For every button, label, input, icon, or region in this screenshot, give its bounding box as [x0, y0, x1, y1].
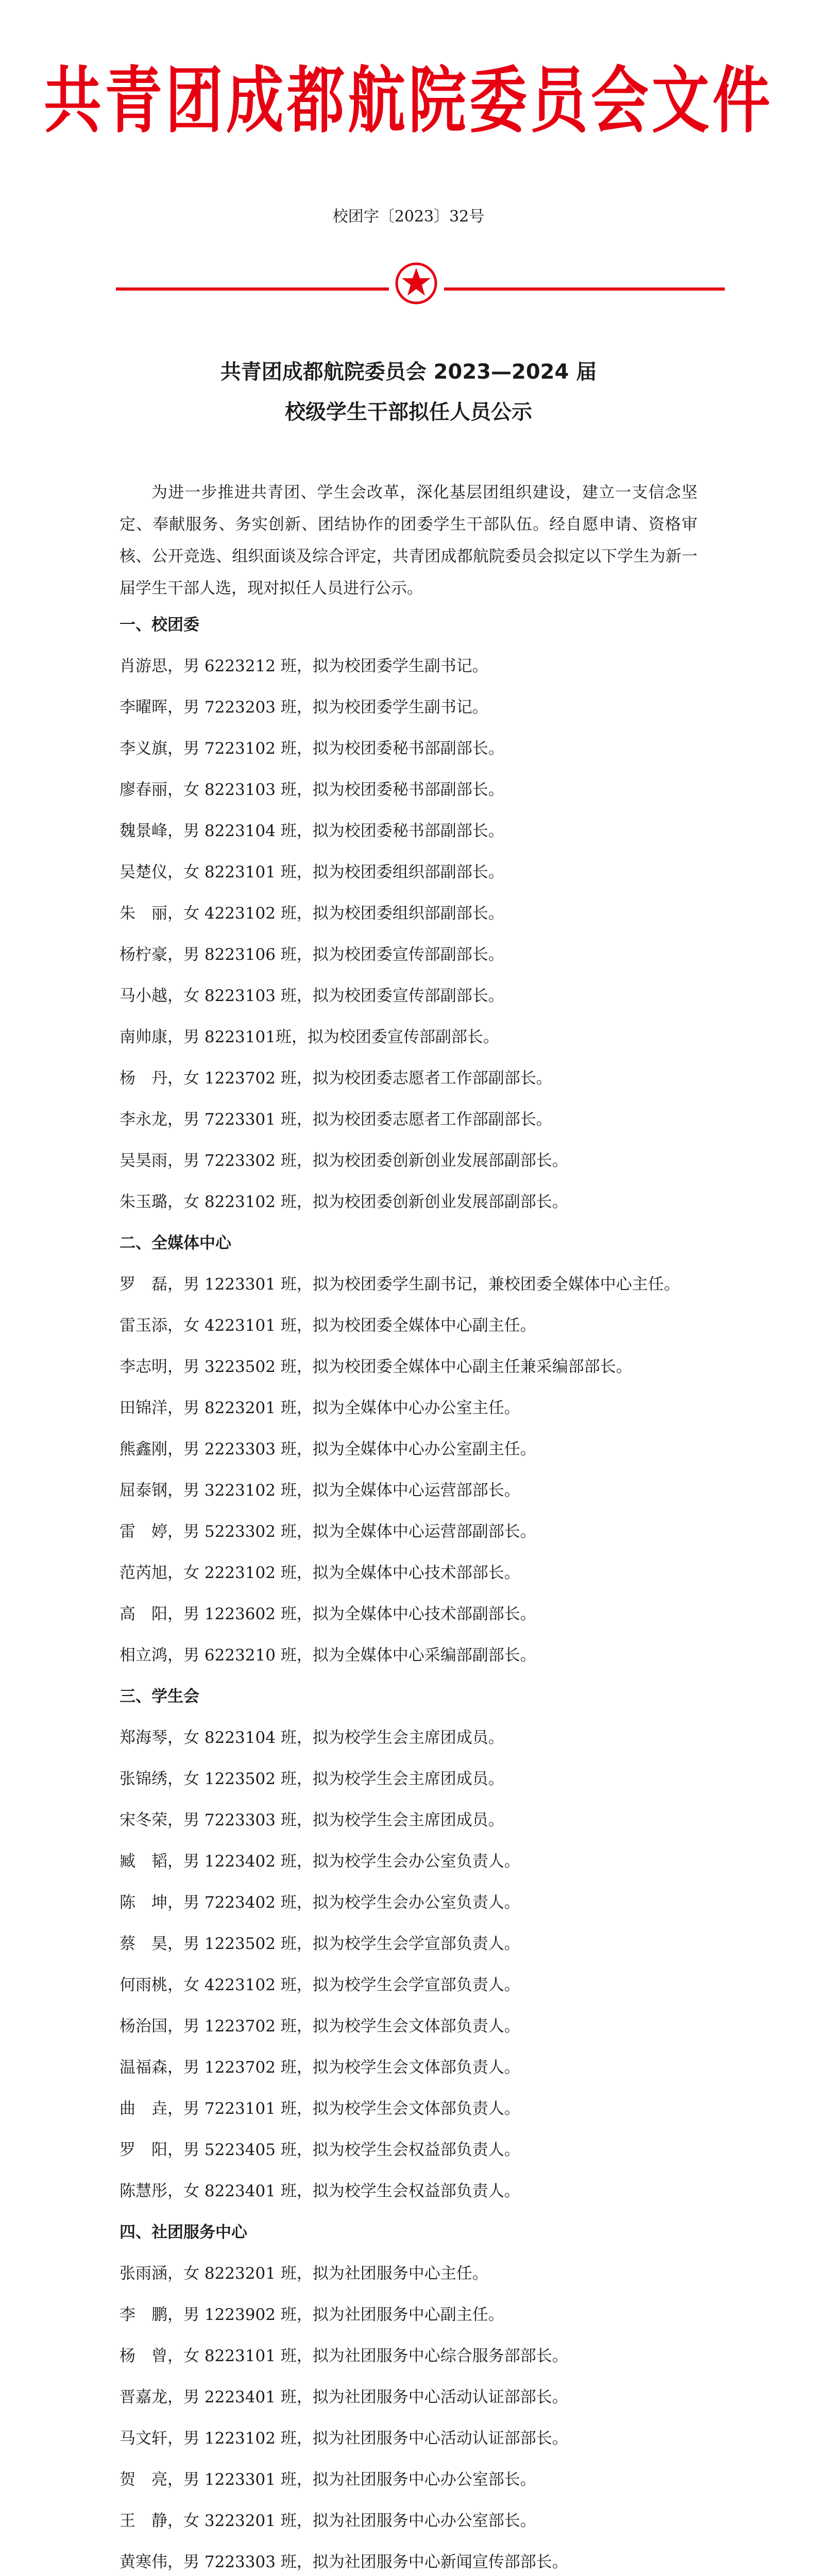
appointee-entry: 田锦洋，男 8223201 班，拟为全媒体中心办公室主任。 [120, 1399, 520, 1417]
appointee-entry: 黄寒伟，男 7223303 班，拟为社团服务中心新闻宣传部部长。 [120, 2553, 568, 2571]
appointee-entry: 李志明，男 3223502 班，拟为校团委全媒体中心副主任兼采编部部长。 [120, 1358, 632, 1376]
appointee-entry: 罗 阳，男 5223405 班，拟为校学生会权益部负责人。 [120, 2141, 520, 2159]
appointee-entry: 陈 坤，男 7223402 班，拟为校学生会办公室负责人。 [120, 1893, 520, 1912]
appointee-entry: 郑海琴，女 8223104 班，拟为校学生会主席团成员。 [120, 1728, 504, 1747]
appointee-entry: 范芮旭，女 2223102 班，拟为全媒体中心技术部部长。 [120, 1564, 520, 1582]
red-divider-left [116, 287, 389, 291]
section-heading: 一、校团委 [120, 616, 199, 634]
appointee-entry: 臧 韬，男 1223402 班，拟为校学生会办公室负责人。 [120, 1852, 520, 1871]
appointee-entry: 雷玉添，女 4223101 班，拟为校团委全媒体中心副主任。 [120, 1316, 536, 1335]
red-divider-right [444, 287, 725, 291]
appointee-entry: 朱玉璐，女 8223102 班，拟为校团委创新创业发展部副部长。 [120, 1193, 568, 1211]
appointee-entry: 马小越，女 8223103 班，拟为校团委宣传部副部长。 [120, 987, 504, 1005]
appointee-entry: 贺 亮，男 1223301 班，拟为社团服务中心办公室部长。 [120, 2470, 536, 2489]
appointee-entry: 杨治国，男 1223702 班，拟为校学生会文体部负责人。 [120, 2017, 520, 2036]
appointee-entry: 曲 垚，男 7223101 班，拟为校学生会文体部负责人。 [120, 2099, 520, 2118]
appointee-entry: 杨 曾，女 8223101 班，拟为社团服务中心综合服务部部长。 [120, 2347, 568, 2365]
appointee-entry: 李永龙，男 7223301 班，拟为校团委志愿者工作部副部长。 [120, 1110, 552, 1129]
appointee-entry: 温福森，男 1223702 班，拟为校学生会文体部负责人。 [120, 2058, 520, 2077]
appointee-entry: 熊鑫刚，男 2223303 班，拟为全媒体中心办公室副主任。 [120, 1440, 536, 1459]
appointee-entry: 李义旗，男 7223102 班，拟为校团委秘书部副部长。 [120, 739, 504, 758]
appointee-entry: 杨柠豪，男 8223106 班，拟为校团委宣传部副部长。 [120, 945, 504, 964]
appointee-entry: 朱 丽，女 4223102 班，拟为校团委组织部副部长。 [120, 904, 504, 923]
masthead-title: 共青团成都航院委员会文件 [44, 59, 773, 143]
notice-title-line2: 校级学生干部拟任人员公示 [285, 400, 532, 424]
appointee-entry: 罗 磊，男 1223301 班，拟为校团委学生副书记，兼校团委全媒体中心主任。 [120, 1275, 680, 1294]
appointee-entry: 吴楚仪，女 8223101 班，拟为校团委组织部副部长。 [120, 863, 504, 882]
appointee-entry: 屈泰钢，男 3223102 班，拟为全媒体中心运营部部长。 [120, 1481, 520, 1500]
appointee-entry: 高 阳，男 1223602 班，拟为全媒体中心技术部副部长。 [120, 1605, 536, 1623]
appointee-entry: 晋嘉龙，男 2223401 班，拟为社团服务中心活动认证部部长。 [120, 2388, 568, 2406]
appointee-entry: 王 静，女 3223201 班，拟为社团服务中心办公室部长。 [120, 2512, 536, 2530]
appointee-entry: 何雨桃，女 4223102 班，拟为校学生会学宣部负责人。 [120, 1976, 520, 1994]
appointee-entry: 南帅康，男 8223101班，拟为校团委宣传部副部长。 [120, 1028, 499, 1046]
appointee-entry: 蔡 昊，男 1223502 班，拟为校学生会学宣部负责人。 [120, 1935, 520, 1953]
appointee-entry: 马文轩，男 1223102 班，拟为社团服务中心活动认证部部长。 [120, 2429, 568, 2448]
notice-title-line1: 共青团成都航院委员会 2023—2024 届 [220, 360, 597, 384]
intro-paragraph: 为进一步推进共青团、学生会改革，深化基层团组织建设，建立一支信念坚定、奉献服务、务实创新、团结协作的团委学生干部队伍。经自愿申请、资格审核、公开竞选、组织面谈及综合评定，共青团成都航院委员会拟定以下学生为新一届学生干部人选，现对拟任人员进行公示。 [120, 483, 697, 598]
red-star-icon [395, 262, 438, 305]
appointee-entry: 宋冬荣，男 7223303 班，拟为校学生会主席团成员。 [120, 1811, 504, 1829]
appointee-entry: 雷 婷，男 5223302 班，拟为全媒体中心运营部副部长。 [120, 1522, 536, 1541]
appointee-entry: 张锦绣，女 1223502 班，拟为校学生会主席团成员。 [120, 1770, 504, 1788]
appointee-entry: 魏景峰，男 8223104 班，拟为校团委秘书部副部长。 [120, 822, 504, 840]
section-heading: 四、社团服务中心 [120, 2223, 247, 2242]
appointee-entry: 张雨涵，女 8223201 班，拟为社团服务中心主任。 [120, 2264, 488, 2283]
appointee-entry: 廖春丽，女 8223103 班，拟为校团委秘书部副部长。 [120, 781, 504, 799]
document-number: 校团字〔2023〕32号 [332, 208, 485, 226]
appointee-entry: 李曜晖，男 7223203 班，拟为校团委学生副书记。 [120, 698, 488, 717]
appointee-entry: 肖游思，男 6223212 班，拟为校团委学生副书记。 [120, 657, 488, 675]
notice-body [120, 477, 697, 2576]
appointee-entry: 吴昊雨，男 7223302 班，拟为校团委创新创业发展部副部长。 [120, 1151, 568, 1170]
section-heading: 三、学生会 [120, 1687, 199, 1706]
appointee-entry: 相立鸿，男 6223210 班，拟为全媒体中心采编部副部长。 [120, 1646, 536, 1665]
section-heading: 二、全媒体中心 [120, 1234, 231, 1252]
appointee-entry: 杨 丹，女 1223702 班，拟为校团委志愿者工作部副部长。 [120, 1069, 552, 1088]
appointment-sections [120, 604, 697, 2576]
appointee-entry: 李 鹏，男 1223902 班，拟为社团服务中心副主任。 [120, 2306, 504, 2324]
appointee-entry: 陈慧彤，女 8223401 班，拟为校学生会权益部负责人。 [120, 2182, 520, 2200]
